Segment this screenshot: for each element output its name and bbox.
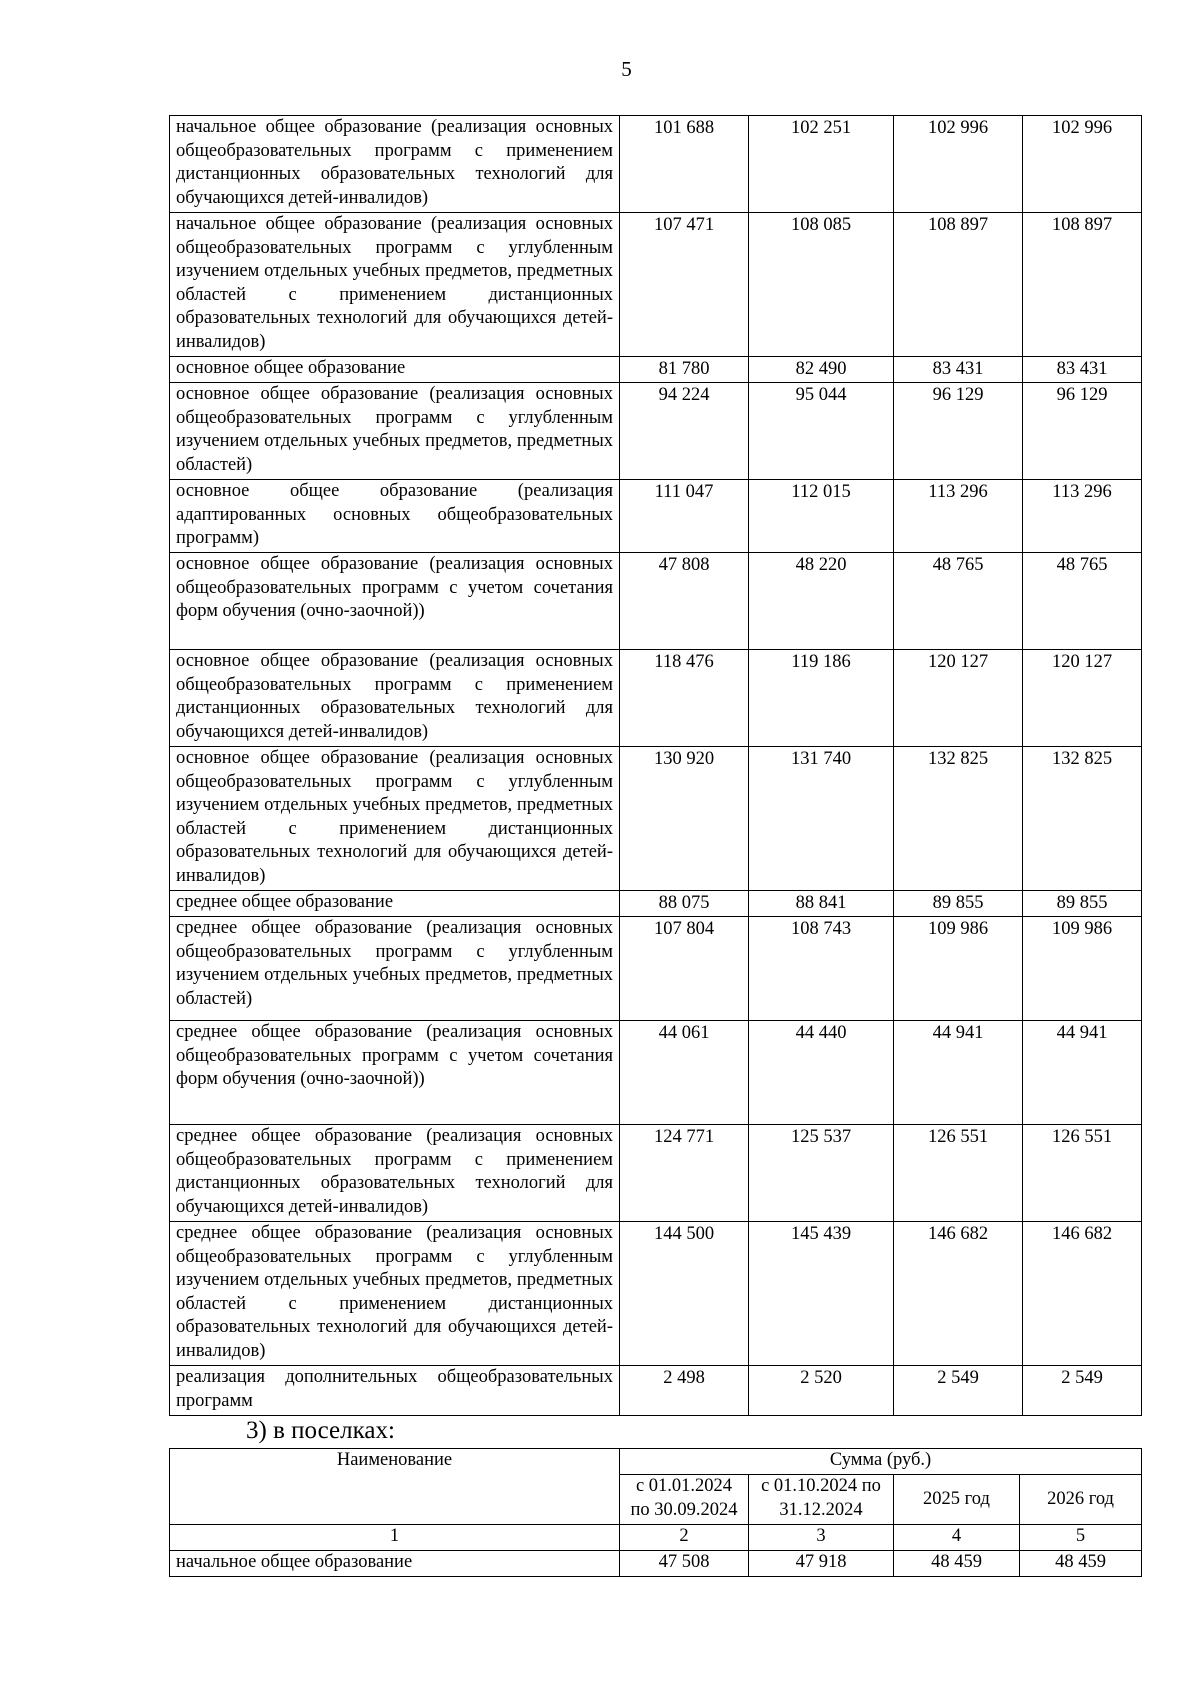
table-row [170,480,1142,553]
value-2024-q1-q3: 88 075 [620,891,749,917]
row-name: реализация дополнительных общеобразовательных программ [170,1366,620,1416]
value-2026: 48 459 [1020,1551,1142,1577]
value-2024-q4: 44 440 [749,1021,894,1125]
value-2024-q4: 88 841 [749,891,894,917]
header-year-2025: 2025 год [894,1475,1020,1525]
value-2026: 109 986 [1023,917,1142,1021]
header-sum: Сумма (руб.) [620,1449,1142,1475]
column-number: 5 [1020,1525,1142,1551]
row-name: начальное общее образование (реализация основных общеобразовательных программ с углубленным изучением отдельных учебных предметов, предметных областей с применением дистанционных образовательных технологий для обучающихся детей-инвалидов) [170,213,620,357]
table-row [170,1125,1142,1222]
value-2024-q1-q3: 47 808 [620,553,749,650]
value-2026: 146 682 [1023,1222,1142,1366]
value-2024-q1-q3: 81 780 [620,357,749,383]
value-2025: 48 459 [894,1551,1020,1577]
value-2026: 96 129 [1023,383,1142,480]
value-2026: 126 551 [1023,1125,1142,1222]
table-row [170,357,1142,383]
row-name: основное общее образование (реализация адаптированных основных общеобразовательных программ) [170,480,620,553]
value-2025: 83 431 [894,357,1023,383]
value-2024-q4: 82 490 [749,357,894,383]
value-2024-q4: 108 085 [749,213,894,357]
value-2024-q4: 48 220 [749,553,894,650]
value-2024-q4: 131 740 [749,747,894,891]
value-2024-q1-q3: 107 471 [620,213,749,357]
value-2026: 120 127 [1023,650,1142,747]
value-2025: 44 941 [894,1021,1023,1125]
value-2024-q4: 108 743 [749,917,894,1021]
value-2024-q1-q3: 44 061 [620,1021,749,1125]
column-number: 2 [620,1525,749,1551]
header-period-1: с 01.01.2024 по 30.09.2024 [620,1475,749,1525]
table-row [170,213,1142,357]
value-2025: 126 551 [894,1125,1023,1222]
value-2025: 113 296 [894,480,1023,553]
table-row [170,650,1142,747]
column-number-row [170,1525,1142,1551]
value-2024-q1-q3: 101 688 [620,116,749,213]
table-row [170,747,1142,891]
table-row [170,553,1142,650]
value-2025: 146 682 [894,1222,1023,1366]
value-2024-q1-q3: 118 476 [620,650,749,747]
amounts-table-continued [169,115,1142,1416]
value-2024-q1-q3: 130 920 [620,747,749,891]
value-2025: 102 996 [894,116,1023,213]
page-number: 5 [621,57,632,81]
value-2024-q4: 95 044 [749,383,894,480]
table-row [170,116,1142,213]
row-name: начальное общее образование [170,1551,620,1577]
row-name: среднее общее образование (реализация основных общеобразовательных программ с учетом сочетания форм обучения (очно-заочной)) [170,1021,620,1125]
column-number: 1 [170,1525,620,1551]
header-period-2: с 01.10.2024 по 31.12.2024 [749,1475,894,1525]
value-2026: 89 855 [1023,891,1142,917]
table-row [170,1222,1142,1366]
value-2024-q4: 102 251 [749,116,894,213]
value-2024-q4: 2 520 [749,1366,894,1416]
value-2025: 48 765 [894,553,1023,650]
value-2024-q1-q3: 111 047 [620,480,749,553]
table-row [170,1551,1142,1577]
table-row [170,891,1142,917]
header-name: Наименование [170,1449,620,1525]
poselki-amounts-table [169,1448,1142,1577]
value-2025: 132 825 [894,747,1023,891]
header-year-2026: 2026 год [1020,1475,1142,1525]
row-name: основное общее образование (реализация основных общеобразовательных программ с применением дистанционных образовательных технологий для обучающихся детей-инвалидов) [170,650,620,747]
value-2025: 89 855 [894,891,1023,917]
value-2026: 132 825 [1023,747,1142,891]
value-2026: 2 549 [1023,1366,1142,1416]
table-row [170,1021,1142,1125]
value-2026: 48 765 [1023,553,1142,650]
value-2024-q4: 47 918 [749,1551,894,1577]
value-2026: 83 431 [1023,357,1142,383]
value-2025: 120 127 [894,650,1023,747]
row-name: среднее общее образование (реализация основных общеобразовательных программ с применением дистанционных образовательных технологий для обучающихся детей-инвалидов) [170,1125,620,1222]
value-2026: 44 941 [1023,1021,1142,1125]
value-2026: 113 296 [1023,480,1142,553]
value-2026: 108 897 [1023,213,1142,357]
value-2025: 109 986 [894,917,1023,1021]
table-row [170,917,1142,1021]
row-name: начальное общее образование (реализация основных общеобразовательных программ с применением дистанционных образовательных технологий для обучающихся детей-инвалидов) [170,116,620,213]
value-2025: 108 897 [894,213,1023,357]
column-number: 4 [894,1525,1020,1551]
value-2024-q1-q3: 124 771 [620,1125,749,1222]
row-name: среднее общее образование (реализация основных общеобразовательных программ с углубленным изучением отдельных учебных предметов, предметных областей) [170,917,620,1021]
section-heading: 3) в поселках: [246,1417,395,1444]
value-2024-q4: 145 439 [749,1222,894,1366]
row-name: основное общее образование (реализация основных общеобразовательных программ с углубленным изучением отдельных учебных предметов, предметных областей) [170,383,620,480]
row-name: основное общее образование (реализация основных общеобразовательных программ с углубленным изучением отдельных учебных предметов, предметных областей с применением дистанционных образовательных технологий для обучающихся детей-инвалидов) [170,747,620,891]
value-2024-q1-q3: 107 804 [620,917,749,1021]
value-2024-q4: 119 186 [749,650,894,747]
value-2024-q1-q3: 144 500 [620,1222,749,1366]
row-name: среднее общее образование (реализация основных общеобразовательных программ с углубленным изучением отдельных учебных предметов, предметных областей с применением дистанционных образовательных технологий для обучающихся детей-инвалидов) [170,1222,620,1366]
value-2026: 102 996 [1023,116,1142,213]
row-name: основное общее образование [170,357,620,383]
value-2024-q1-q3: 2 498 [620,1366,749,1416]
table-row [170,1366,1142,1416]
row-name: среднее общее образование [170,891,620,917]
value-2024-q1-q3: 47 508 [620,1551,749,1577]
value-2024-q4: 125 537 [749,1125,894,1222]
table-row [170,383,1142,480]
value-2024-q1-q3: 94 224 [620,383,749,480]
value-2025: 96 129 [894,383,1023,480]
column-number: 3 [749,1525,894,1551]
row-name: основное общее образование (реализация основных общеобразовательных программ с учетом сочетания форм обучения (очно-заочной)) [170,553,620,650]
value-2025: 2 549 [894,1366,1023,1416]
value-2024-q4: 112 015 [749,480,894,553]
